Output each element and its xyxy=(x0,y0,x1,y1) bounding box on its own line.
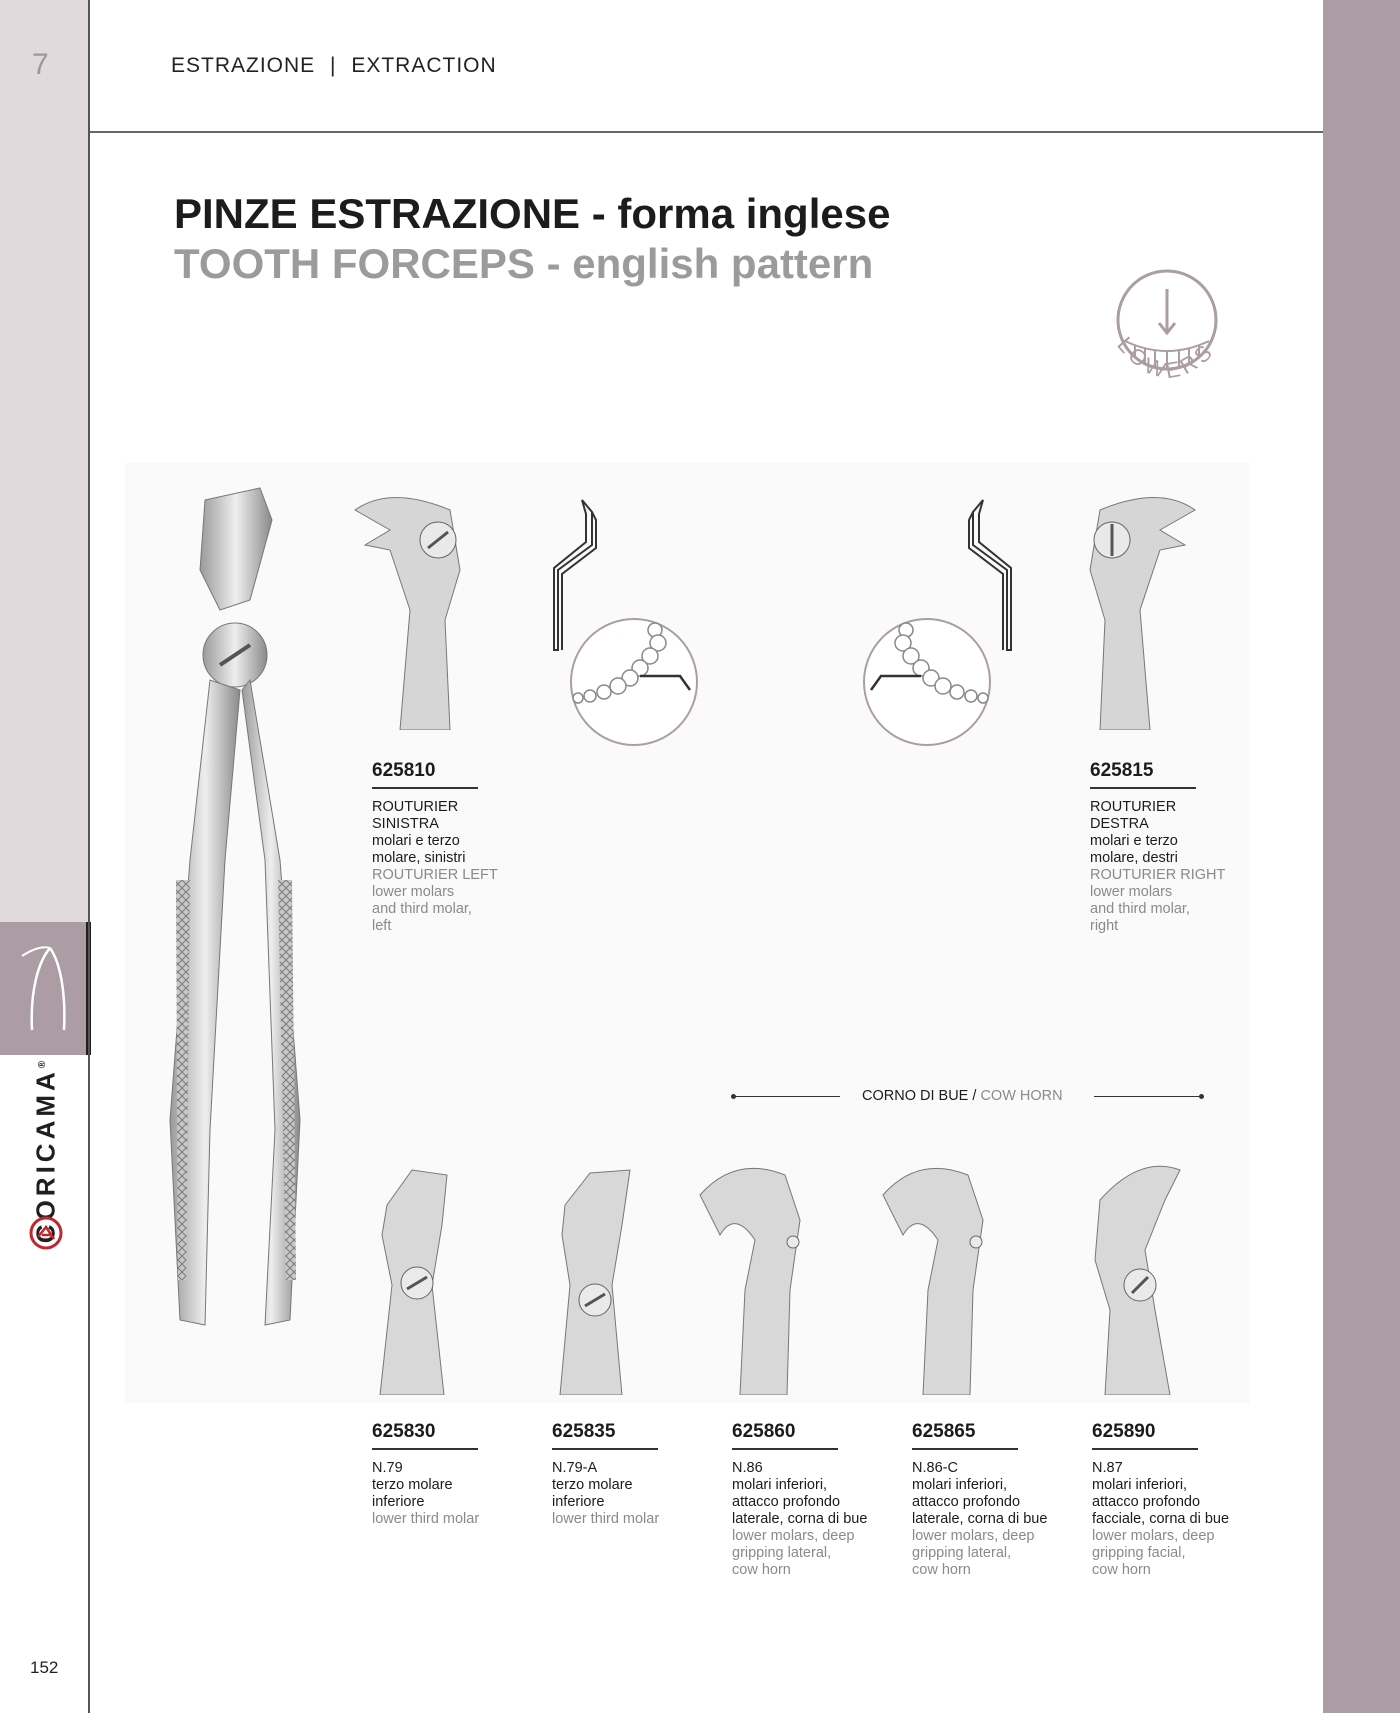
arch-icon-block xyxy=(0,922,90,1055)
desc-it-line: attacco profondo xyxy=(912,1494,1021,1510)
product-625815 xyxy=(1090,760,1225,935)
brand-registered: ® xyxy=(36,1056,48,1069)
section-it: ESTRAZIONE xyxy=(171,54,316,77)
desc-it-line: terzo molare xyxy=(552,1477,633,1493)
section-heading xyxy=(171,54,497,78)
divider-line-left xyxy=(733,1096,840,1097)
desc-en-line: lower third molar xyxy=(372,1511,480,1527)
divider-it: CORNO DI BUE xyxy=(862,1088,969,1104)
left-vertical-rule xyxy=(88,0,90,1713)
desc-it-line: molare, destri xyxy=(1090,850,1178,866)
desc-en-line: lower molars, deep xyxy=(1092,1528,1215,1544)
forceps-head-625810-image xyxy=(350,490,480,730)
desc-it-line: molari inferiori, xyxy=(732,1477,828,1493)
divider-dot-right xyxy=(1199,1094,1204,1099)
page-number: 152 xyxy=(30,1658,59,1677)
product-625890 xyxy=(1092,1421,1229,1579)
product-code: 625810 xyxy=(372,760,478,789)
product-625860 xyxy=(732,1421,867,1579)
lowers-badge xyxy=(1095,265,1245,410)
forceps-head-625835-image xyxy=(550,1165,660,1395)
product-625810 xyxy=(372,760,498,935)
product-description xyxy=(1090,799,1225,935)
desc-en-line: lower molars xyxy=(1090,884,1173,900)
desc-en-line: gripping lateral, xyxy=(912,1545,1012,1561)
desc-en-line: cow horn xyxy=(1092,1562,1151,1578)
header-rule xyxy=(90,131,1323,133)
product-description xyxy=(1092,1460,1229,1579)
forceps-head-625815-image xyxy=(1070,490,1200,730)
divider-sep: / xyxy=(972,1088,977,1104)
forceps-illustration xyxy=(150,480,330,1340)
product-description xyxy=(372,1460,479,1528)
section-separator: | xyxy=(330,54,337,77)
product-description xyxy=(912,1460,1047,1579)
desc-it-line: SINISTRA xyxy=(372,816,439,832)
product-description xyxy=(732,1460,867,1579)
product-code: 625890 xyxy=(1092,1421,1198,1450)
tooth-diagram-left-icon xyxy=(530,490,710,750)
product-code: 625835 xyxy=(552,1421,658,1450)
product-code: 625865 xyxy=(912,1421,1018,1450)
forceps-head-625860-image xyxy=(695,1160,815,1395)
forceps-head-625890-image xyxy=(1090,1160,1200,1395)
brand-name: CORICAMA xyxy=(30,1068,61,1244)
desc-it-line: inferiore xyxy=(552,1494,605,1510)
page-title-en: TOOTH FORCEPS - english pattern xyxy=(174,240,874,287)
product-description xyxy=(552,1460,659,1528)
desc-en-line: and third molar, xyxy=(1090,901,1190,917)
desc-it-line: molari e terzo xyxy=(1090,833,1178,849)
desc-en-line: gripping lateral, xyxy=(732,1545,832,1561)
desc-en-line: lower molars, deep xyxy=(732,1528,855,1544)
desc-it-line: attacco profondo xyxy=(732,1494,841,1510)
product-code: 625860 xyxy=(732,1421,838,1450)
desc-it-line: N.86 xyxy=(732,1460,763,1476)
desc-en-line: cow horn xyxy=(912,1562,971,1578)
desc-en-line: cow horn xyxy=(732,1562,791,1578)
coricama-logo-icon xyxy=(28,1215,64,1251)
desc-it-line: ROUTURIER xyxy=(372,799,459,815)
desc-en-line: and third molar, xyxy=(372,901,472,917)
cow-horn-divider-label xyxy=(862,1088,1063,1104)
desc-it-line: N.87 xyxy=(1092,1460,1123,1476)
desc-it-line: ROUTURIER xyxy=(1090,799,1177,815)
section-en: EXTRACTION xyxy=(351,54,497,77)
product-625830 xyxy=(372,1421,479,1528)
desc-en-line: lower third molar xyxy=(552,1511,660,1527)
forceps-head-625865-image xyxy=(878,1160,998,1395)
desc-it-line: laterale, corna di bue xyxy=(732,1511,868,1527)
product-description xyxy=(372,799,498,935)
forceps-head-625830-image xyxy=(372,1165,482,1395)
product-code: 625815 xyxy=(1090,760,1196,789)
desc-en-line: left xyxy=(372,918,392,934)
divider-en: COW HORN xyxy=(980,1088,1063,1104)
desc-en-line: ROUTURIER LEFT xyxy=(372,867,498,883)
left-band xyxy=(0,0,88,1713)
left-band-top xyxy=(0,0,88,922)
desc-it-line: DESTRA xyxy=(1090,816,1149,832)
product-code: 625830 xyxy=(372,1421,478,1450)
desc-en-line: lower molars, deep xyxy=(912,1528,1035,1544)
desc-it-line: terzo molare xyxy=(372,1477,453,1493)
desc-it-line: molari e terzo xyxy=(372,833,460,849)
desc-it-line: inferiore xyxy=(372,1494,425,1510)
product-625865 xyxy=(912,1421,1047,1579)
lowers-label: LOWERS xyxy=(1112,331,1220,384)
desc-it-line: molare, sinistri xyxy=(372,850,466,866)
desc-it-line: N.79-A xyxy=(552,1460,598,1476)
tooth-diagram-right-icon xyxy=(855,490,1035,750)
desc-en-line: ROUTURIER RIGHT xyxy=(1090,867,1226,883)
lowers-badge-icon xyxy=(1095,265,1245,405)
desc-en-line: lower molars xyxy=(372,884,455,900)
chapter-number: 7 xyxy=(32,48,49,81)
desc-it-line: facciale, corna di bue xyxy=(1092,1511,1230,1527)
desc-it-line: attacco profondo xyxy=(1092,1494,1201,1510)
desc-it-line: N.79 xyxy=(372,1460,403,1476)
page-title-it: PINZE ESTRAZIONE - forma inglese xyxy=(174,190,891,237)
divider-line-right xyxy=(1094,1096,1202,1097)
desc-it-line: N.86-C xyxy=(912,1460,958,1476)
arch-icon xyxy=(0,922,90,1055)
right-band xyxy=(1323,0,1400,1713)
desc-it-line: molari inferiori, xyxy=(1092,1477,1188,1493)
desc-en-line: right xyxy=(1090,918,1119,934)
desc-it-line: molari inferiori, xyxy=(912,1477,1008,1493)
desc-en-line: gripping facial, xyxy=(1092,1545,1186,1561)
product-625835 xyxy=(552,1421,659,1528)
desc-it-line: laterale, corna di bue xyxy=(912,1511,1048,1527)
